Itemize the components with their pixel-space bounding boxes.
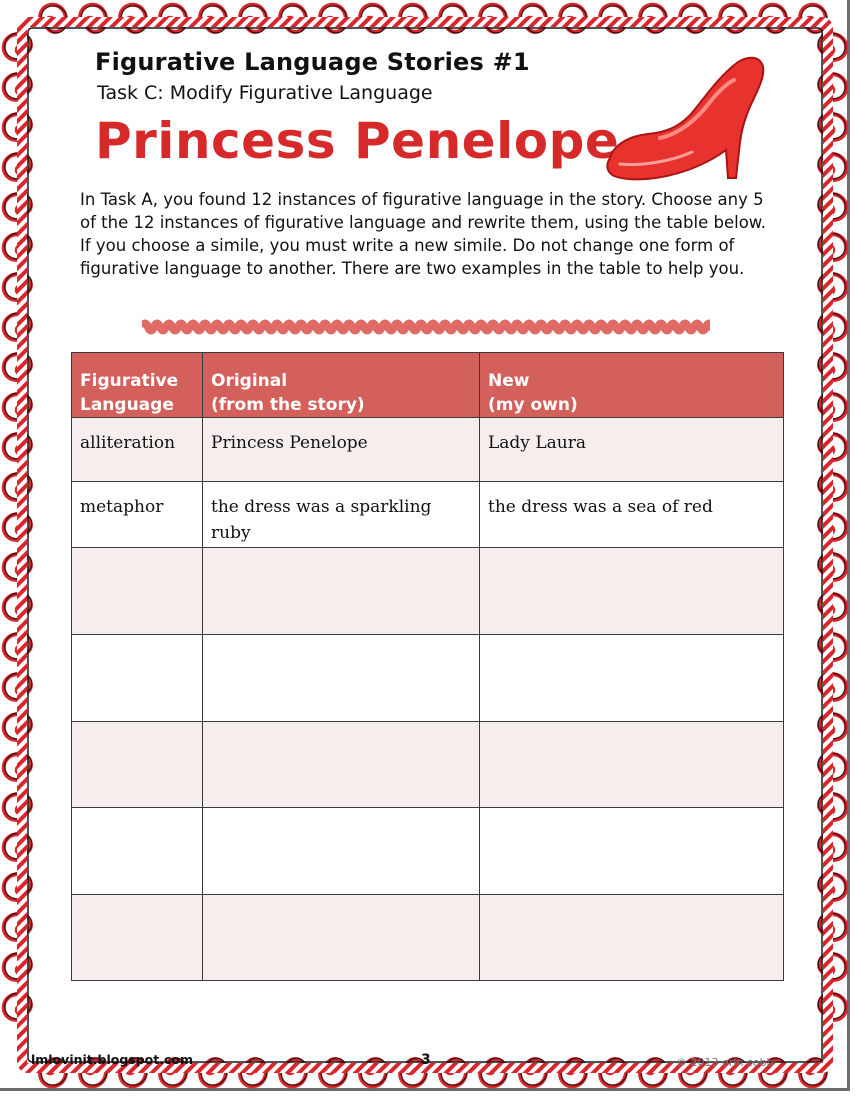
table-row bbox=[72, 635, 784, 722]
cell-type[interactable] bbox=[72, 722, 203, 808]
story-title: Princess Penelope bbox=[95, 112, 620, 170]
header-figurative-language bbox=[72, 353, 203, 418]
wavy-divider bbox=[142, 318, 710, 336]
header-line: Language bbox=[80, 395, 174, 415]
cell-new[interactable] bbox=[480, 808, 784, 895]
table-header-row bbox=[72, 353, 784, 418]
table-row bbox=[72, 548, 784, 635]
cell-type[interactable] bbox=[72, 808, 203, 895]
instructions-paragraph: In Task A, you found 12 instances of figurative language in the story. Choose any 5 of the 12 instances of figurative language and rewrite them, using the table below. If you choose a simile, you must write a new simile. Do not change one form of figurative language to another. There are two examples in the table to help you. bbox=[80, 190, 767, 278]
table-row bbox=[72, 418, 784, 482]
cell-original[interactable]: the dress was a sparkling ruby bbox=[203, 482, 480, 548]
cell-type[interactable] bbox=[72, 895, 203, 981]
header-original bbox=[203, 353, 480, 418]
header-line: (my own) bbox=[488, 395, 578, 415]
table-row bbox=[72, 482, 784, 548]
footer-site: lmlovinit.blogspot.com bbox=[31, 1052, 194, 1067]
cell-original[interactable] bbox=[203, 808, 480, 895]
header-new bbox=[480, 353, 784, 418]
series-title: Figurative Language Stories #1 bbox=[95, 48, 530, 76]
task-title: Task C: Modify Figurative Language bbox=[97, 82, 433, 104]
header-line: New bbox=[488, 371, 530, 391]
cell-original[interactable] bbox=[203, 548, 480, 635]
cell-original[interactable] bbox=[203, 635, 480, 722]
red-high-heel-shoe-icon bbox=[600, 46, 770, 186]
table-row bbox=[72, 895, 784, 981]
page-number: 3 bbox=[421, 1052, 431, 1068]
cell-original[interactable]: Princess Penelope bbox=[203, 418, 480, 482]
figurative-language-table bbox=[71, 352, 784, 981]
cell-new[interactable] bbox=[480, 895, 784, 981]
cell-new[interactable] bbox=[480, 548, 784, 635]
header-line: Figurative bbox=[80, 371, 179, 391]
cell-type[interactable] bbox=[72, 548, 203, 635]
table-row bbox=[72, 722, 784, 808]
cell-original[interactable] bbox=[203, 895, 480, 981]
cell-original[interactable] bbox=[203, 722, 480, 808]
cell-new[interactable] bbox=[480, 635, 784, 722]
cell-type[interactable]: metaphor bbox=[72, 482, 203, 548]
cell-type[interactable] bbox=[72, 635, 203, 722]
cell-new[interactable]: Lady Laura bbox=[480, 418, 784, 482]
header-line: (from the story) bbox=[211, 395, 365, 415]
copyright: © 2013 erin cobb bbox=[676, 1056, 774, 1069]
cell-new[interactable]: the dress was a sea of red bbox=[480, 482, 784, 548]
cell-new[interactable] bbox=[480, 722, 784, 808]
cell-type[interactable]: alliteration bbox=[72, 418, 203, 482]
table-row bbox=[72, 808, 784, 895]
header-line: Original bbox=[211, 371, 288, 391]
